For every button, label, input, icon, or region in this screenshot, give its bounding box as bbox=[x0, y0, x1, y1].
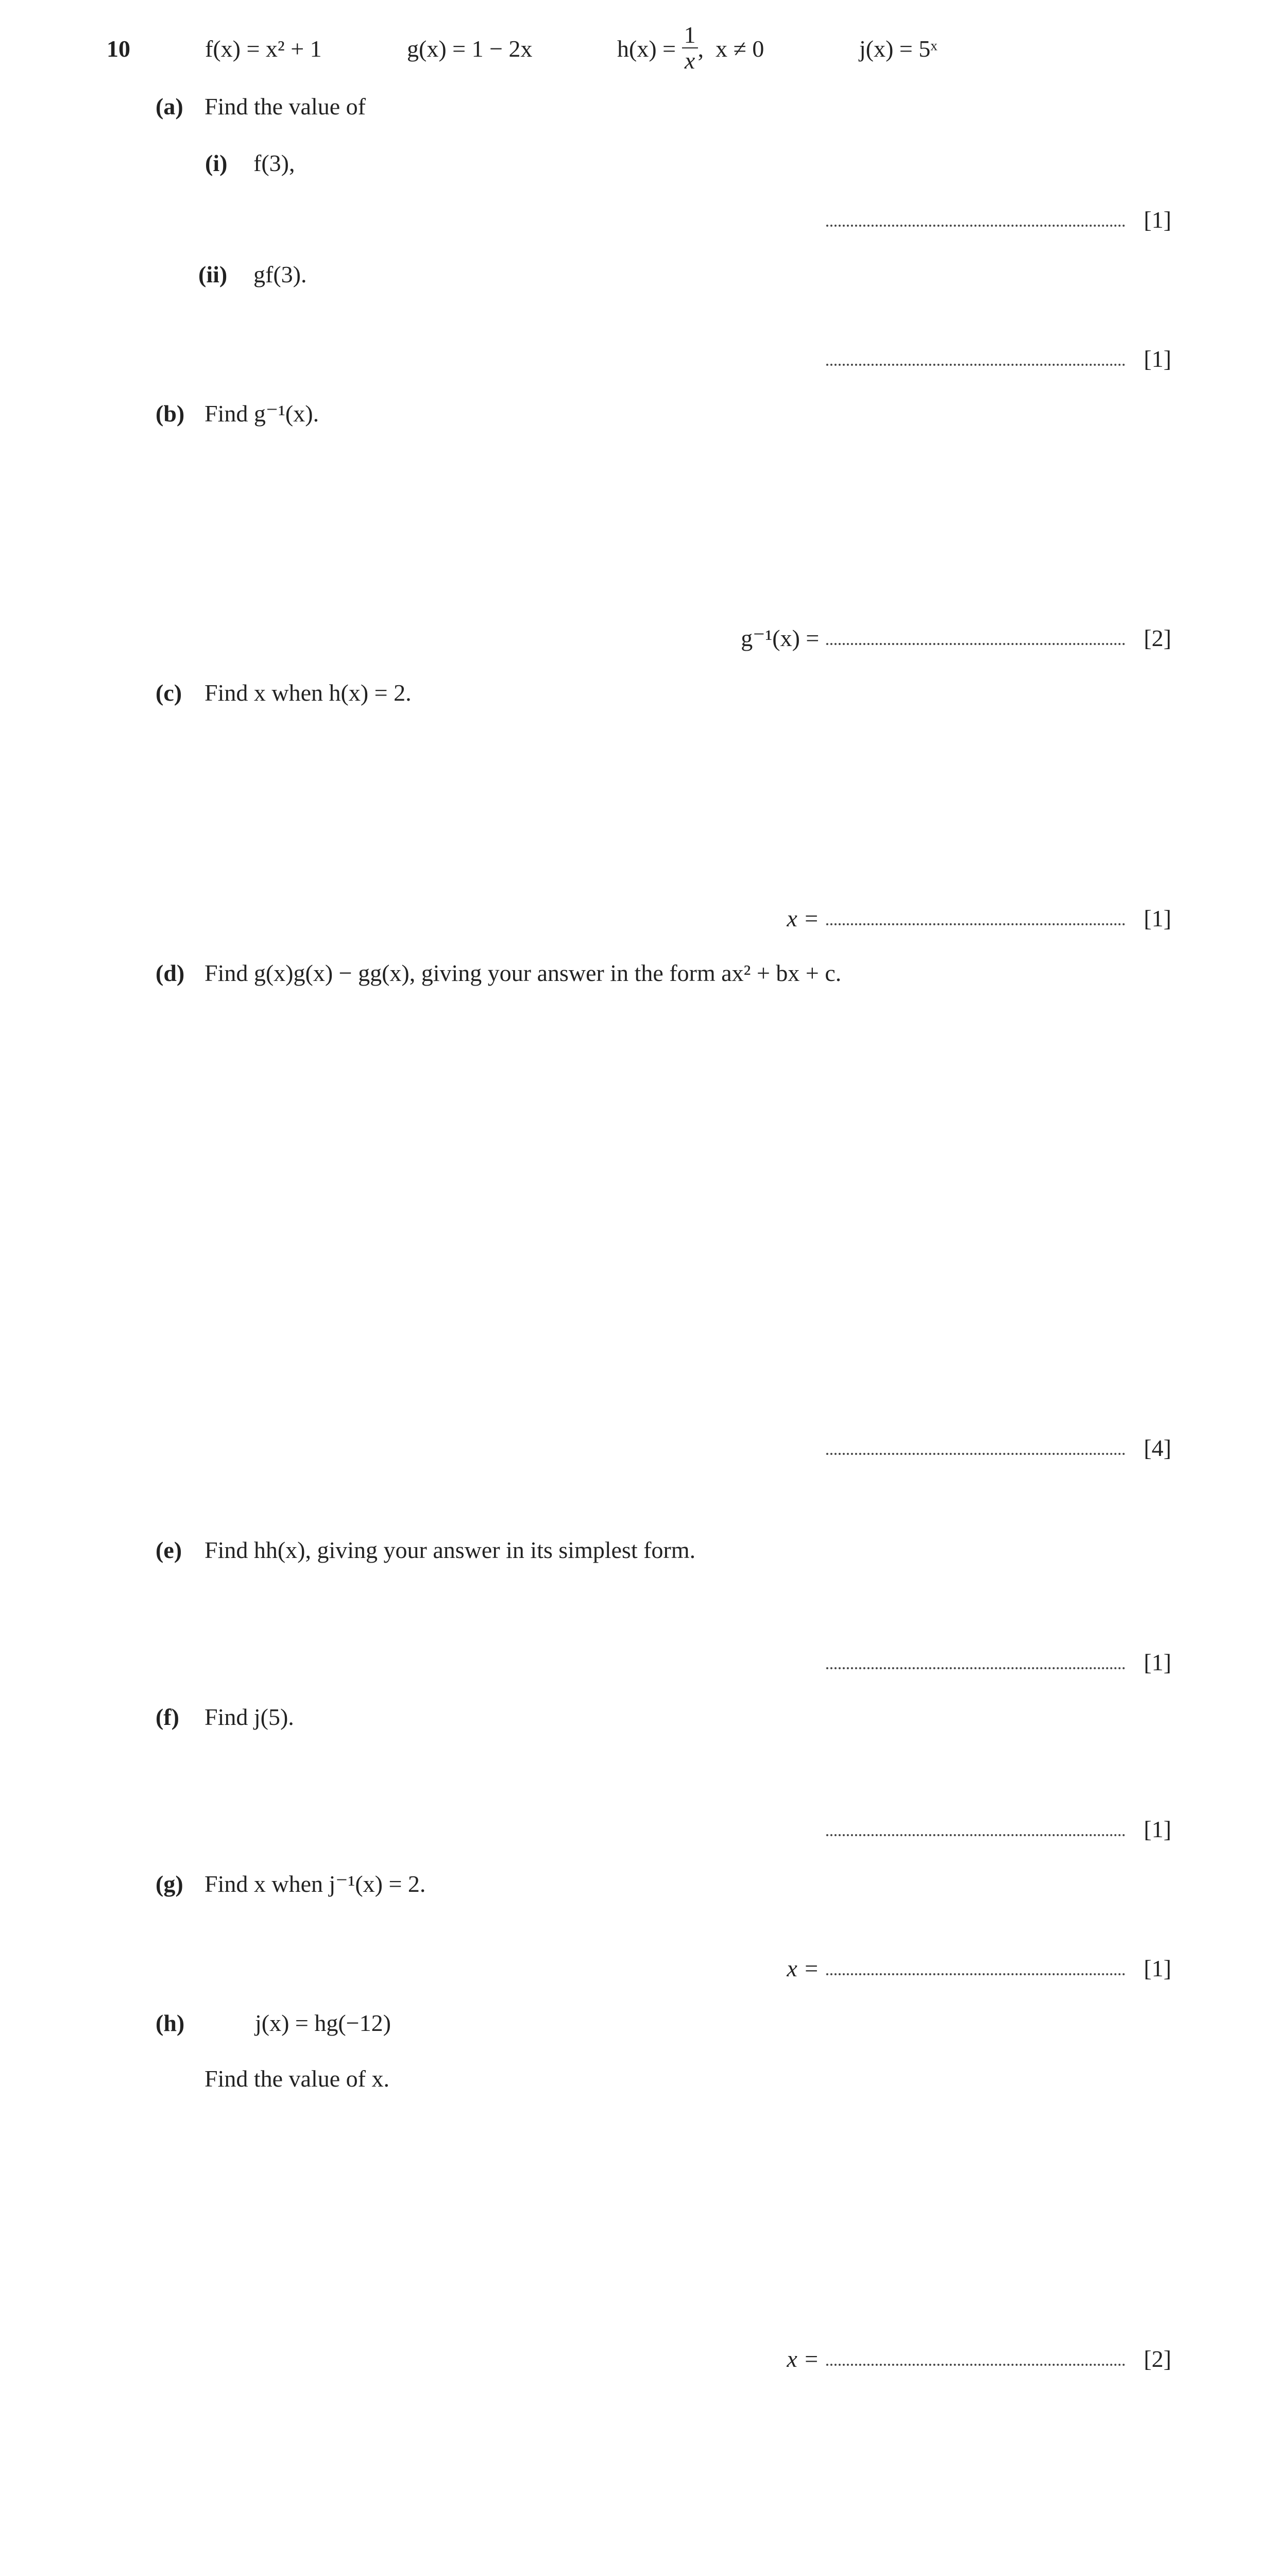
part-a-ii-label: (ii) bbox=[198, 261, 228, 287]
part-f-marks: [1] bbox=[1144, 1816, 1171, 1842]
part-e-marks: [1] bbox=[1144, 1649, 1171, 1675]
answer-dotted-line[interactable] bbox=[826, 906, 1125, 926]
part-a-i-answer-line[interactable] bbox=[819, 207, 1171, 232]
answer-dotted-line[interactable] bbox=[826, 625, 1125, 646]
part-f-text: Find j(5). bbox=[205, 1704, 294, 1730]
part-c-answer-prefix: x = bbox=[787, 905, 820, 931]
part-d-label: (d) bbox=[156, 960, 185, 986]
def-h-fraction bbox=[682, 23, 698, 74]
part-a-ii-text: gf(3). bbox=[253, 261, 307, 287]
part-f-label: (f) bbox=[156, 1704, 179, 1730]
def-h-numerator: 1 bbox=[682, 23, 698, 48]
part-c-label: (c) bbox=[156, 680, 182, 706]
part-c-marks: [1] bbox=[1144, 905, 1171, 931]
part-h-marks: [2] bbox=[1144, 2346, 1171, 2372]
part-a-ii-marks: [1] bbox=[1144, 346, 1171, 372]
part-e-text: Find hh(x), giving your answer in its simplest form. bbox=[205, 1537, 696, 1563]
part-g-answer-line[interactable] bbox=[787, 1956, 1171, 1980]
part-b-marks: [2] bbox=[1144, 625, 1171, 651]
part-h-answer-line[interactable] bbox=[787, 2346, 1171, 2371]
part-g-text: Find x when j⁻¹(x) = 2. bbox=[205, 1871, 426, 1897]
def-h: h(x) = $\frac{1}{x}$ , x ≠ 0 bbox=[617, 22, 764, 74]
part-a-text: Find the value of bbox=[205, 93, 366, 120]
part-g-marks: [1] bbox=[1144, 1955, 1171, 1981]
def-h-denominator: x bbox=[684, 47, 695, 74]
part-d-text: Find g(x)g(x) − gg(x), giving your answer in the form ax² + bx + c. bbox=[205, 960, 842, 986]
def-j: j(x) = 5ˣ bbox=[859, 36, 938, 62]
part-a-i-text: f(3), bbox=[253, 150, 295, 176]
answer-dotted-line[interactable] bbox=[826, 1650, 1125, 1670]
part-b-text: Find g⁻¹(x). bbox=[205, 400, 319, 427]
answer-dotted-line[interactable] bbox=[826, 346, 1125, 367]
part-c-answer-line[interactable] bbox=[787, 906, 1171, 930]
part-b-answer-prefix: g⁻¹(x) = bbox=[741, 625, 820, 651]
part-h-answer-prefix: x = bbox=[787, 2346, 820, 2372]
part-a-i-marks: [1] bbox=[1144, 207, 1171, 233]
part-b-label: (b) bbox=[156, 400, 185, 427]
part-a-ii-answer-line[interactable] bbox=[819, 346, 1171, 371]
part-c-text: Find x when h(x) = 2. bbox=[205, 680, 412, 706]
answer-dotted-line[interactable] bbox=[826, 207, 1125, 228]
part-h-label: (h) bbox=[156, 2010, 185, 2036]
part-g-label: (g) bbox=[156, 1871, 183, 1897]
part-a-i-label: (i) bbox=[205, 150, 228, 176]
part-h-equation: j(x) = hg(−12) bbox=[255, 2010, 391, 2036]
answer-dotted-line[interactable] bbox=[826, 2346, 1125, 2367]
def-h-lhs: h(x) = bbox=[617, 35, 676, 62]
part-d-marks: [4] bbox=[1144, 1435, 1171, 1461]
answer-dotted-line[interactable] bbox=[826, 1956, 1125, 1976]
part-g-answer-prefix: x = bbox=[787, 1955, 820, 1981]
def-g: g(x) = 1 − 2x bbox=[407, 36, 533, 62]
part-f-answer-line[interactable] bbox=[819, 1817, 1171, 1841]
part-b-answer-line[interactable] bbox=[741, 625, 1171, 650]
def-f: f(x) = x² + 1 bbox=[205, 36, 322, 62]
part-d-answer-line[interactable] bbox=[819, 1435, 1171, 1460]
answer-dotted-line[interactable] bbox=[826, 1817, 1125, 1837]
question-number: 10 bbox=[107, 36, 130, 62]
part-h-text: Find the value of x. bbox=[205, 2065, 389, 2092]
answer-dotted-line[interactable] bbox=[826, 1435, 1125, 1456]
part-e-answer-line[interactable] bbox=[819, 1650, 1171, 1674]
part-a-label: (a) bbox=[156, 93, 183, 120]
part-e-label: (e) bbox=[156, 1537, 182, 1563]
def-h-condition: x ≠ 0 bbox=[715, 35, 764, 62]
